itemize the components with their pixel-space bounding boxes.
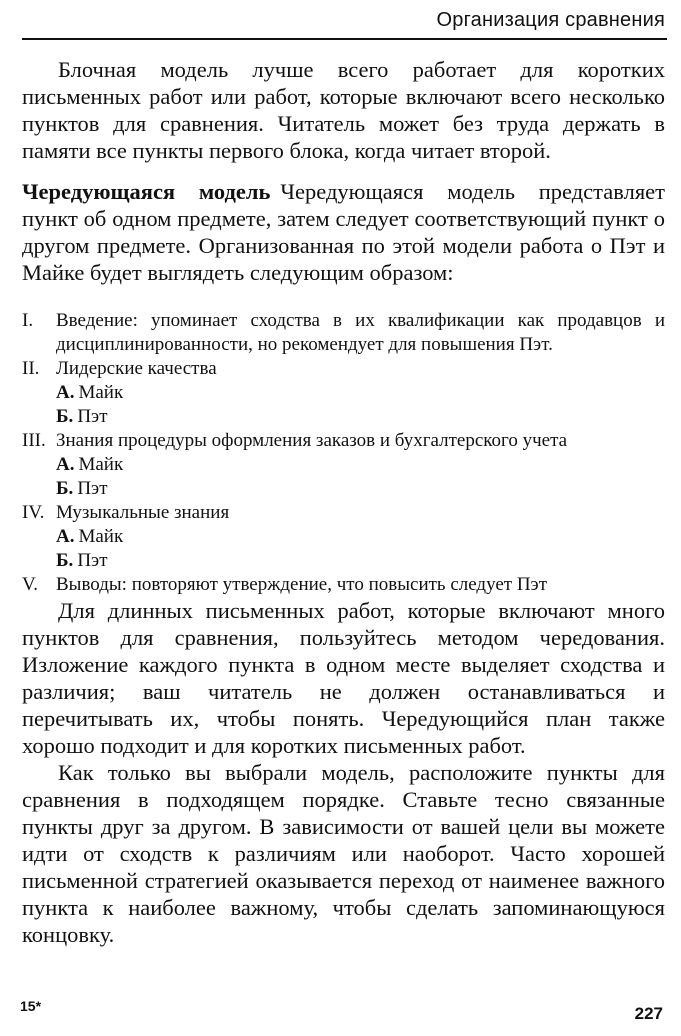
page-content xyxy=(22,56,665,948)
subitem-text: Пэт xyxy=(77,405,108,427)
subitem-letter: А. xyxy=(56,381,75,403)
outline-item-3 xyxy=(22,429,665,453)
paragraph-long-papers: Для длинных письменных работ, которые включают много пунктов для сравнения, пользуйтесь методом чередования. Изложение каждого пункта в одном месте выделяет сходства и различия; ваш читатель не должен останавливаться и перечитывать их, чтобы понять. Чередующийся план также хорошо подходит и для коротких письменных работ. xyxy=(22,597,665,758)
paragraph-ordering-points: Как только вы выбрали модель, расположите пункты для сравнения в подходящем порядке. Ставьте тесно связанные пункты друг за другом. В зависимости от вашей цели вы можете идти от сходств к различиям или наоборот. Часто хорошей письменной стратегией оказывается переход от наименее важного пункта к наиболее важному, чтобы сделать запоминающуюся концовку. xyxy=(22,759,665,947)
outline-text: Лидерские качества xyxy=(56,357,217,379)
outline-subitem xyxy=(22,549,665,573)
paragraph-block-model: Блочная модель лучше всего работает для коротких письменных работ или работ, которые включают всего несколько пунктов для сравнения. Читатель может без труда держать в памяти все пункты первого блока, когда читает второй. xyxy=(22,57,665,163)
section-alternating-model xyxy=(22,178,665,286)
page-number: 227 xyxy=(634,1004,663,1023)
outline-item-4 xyxy=(22,501,665,525)
running-header xyxy=(22,8,667,40)
outline-number: III. xyxy=(22,429,46,451)
outline-text: Знания процедуры оформления заказов и бухгалтерского учета xyxy=(56,429,568,451)
subitem-text: Майк xyxy=(78,525,124,547)
outline-text: Введение: упоминает сходства в их квалификации как продавцов и дисциплинированности, но рекомендует для повышения Пэт. xyxy=(56,309,665,355)
outline-subitem xyxy=(22,477,665,501)
subitem-text: Майк xyxy=(78,453,124,475)
outline-item-5 xyxy=(22,573,665,597)
outline-subitem xyxy=(22,405,665,429)
outline-text: Выводы: повторяют утверждение, что повысить следует Пэт xyxy=(56,573,548,595)
subitem-letter: Б. xyxy=(56,405,74,427)
outline-item-2 xyxy=(22,357,665,381)
subitem-letter: Б. xyxy=(56,477,74,499)
outline-number: II. xyxy=(22,357,40,379)
section-title: Чередующаяся модель xyxy=(22,179,271,204)
comparison-outline xyxy=(22,309,665,597)
section-text: Чередующаяся модель представляет пункт об одном предмете, затем следует соответствующий пункт о другом предмете. Организованная по этой модели работа о Пэт и Майке будет выглядеть следующим образом: xyxy=(22,179,665,285)
signature-mark: 15* xyxy=(20,998,42,1014)
outline-item-1 xyxy=(22,309,665,357)
subitem-letter: Б. xyxy=(56,549,74,571)
outline-number: V. xyxy=(22,573,39,595)
outline-text: Музыкальные знания xyxy=(56,501,230,523)
subitem-text: Майк xyxy=(78,381,124,403)
subitem-text: Пэт xyxy=(77,549,108,571)
subitem-text: Пэт xyxy=(77,477,108,499)
outline-subitem xyxy=(22,381,665,405)
subitem-letter: А. xyxy=(56,525,75,547)
outline-subitem xyxy=(22,525,665,549)
outline-subitem xyxy=(22,453,665,477)
header-title: Организация сравнения xyxy=(436,9,665,31)
subitem-letter: А. xyxy=(56,453,75,475)
outline-number: I. xyxy=(22,309,34,331)
outline-number: IV. xyxy=(22,501,45,523)
